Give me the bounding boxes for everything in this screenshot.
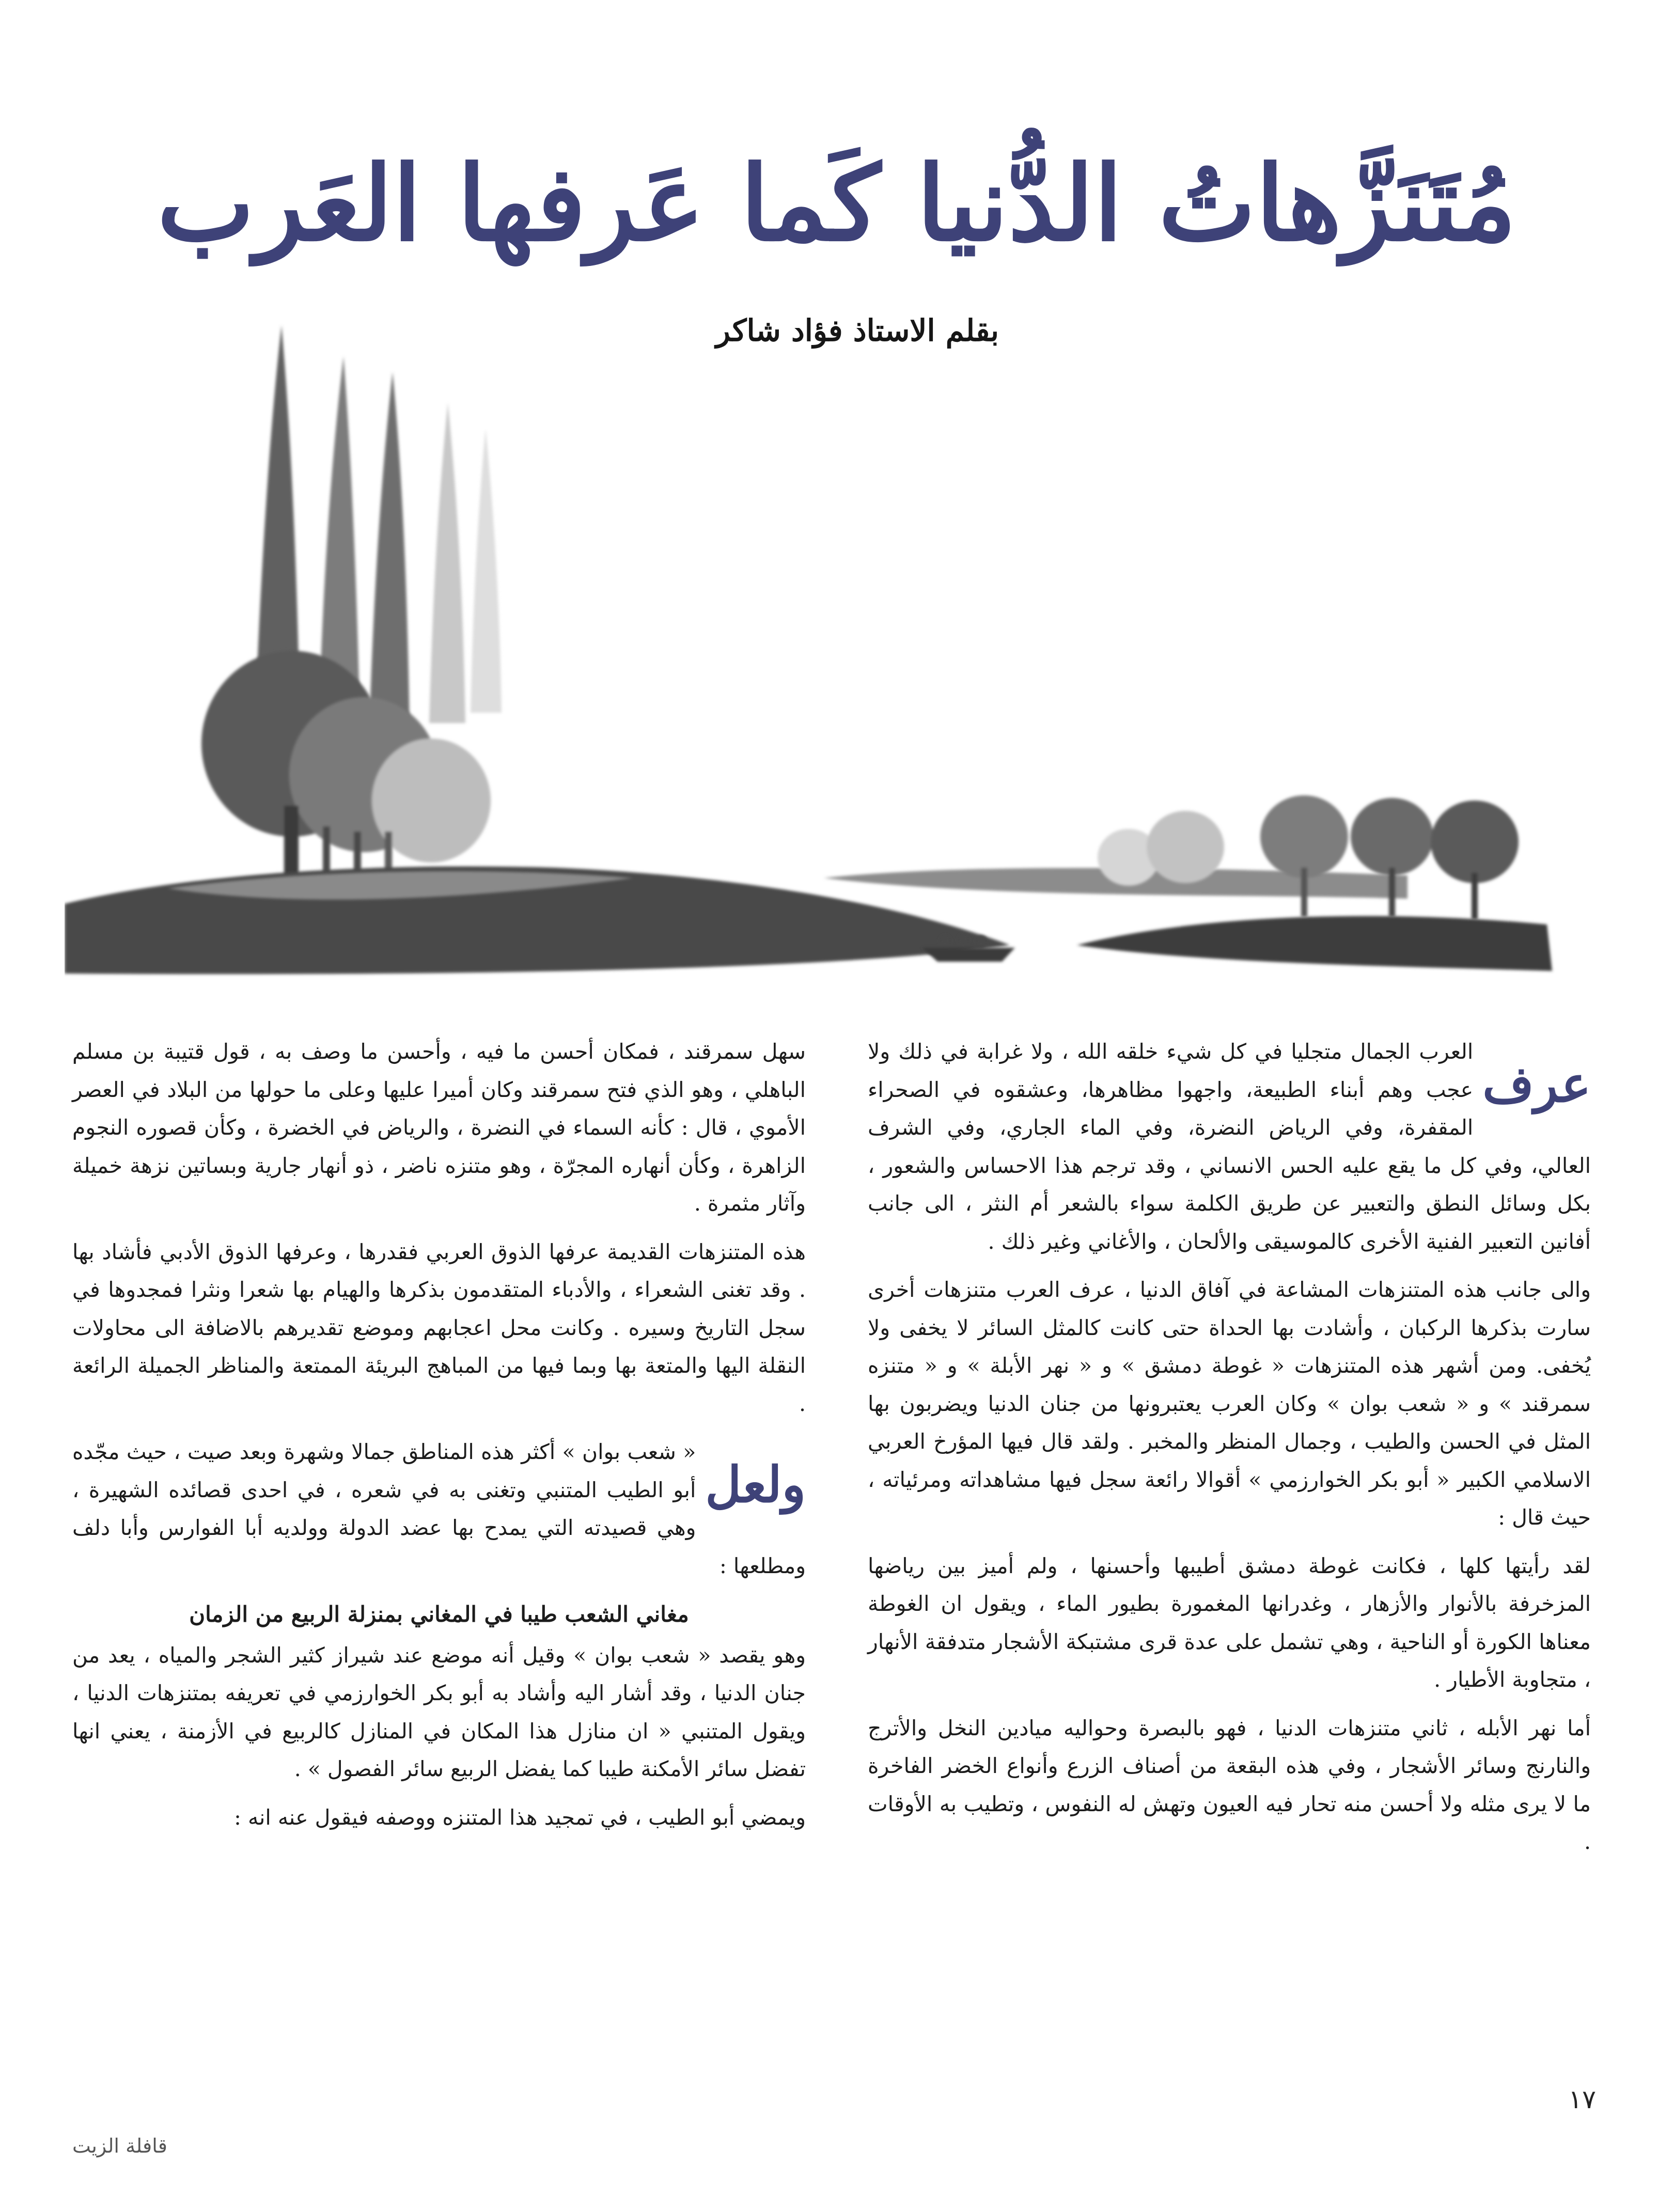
paragraph: هذه المتنزهات القديمة عرفها الذوق العربي فقدرها ، وعرفها الذوق الأدبي فأشاد بها . وقد تغنى الشعراء ، والأدباء المتقدمون بذكرها والهيام بها شعرا ونثرا فمجدوها في سجل التاريخ وسيره . وكانت محل اعجابهم وموضع تقديرهم بالاضافة الى محاولات النقلة اليها والمتعة بها وبما فيها من المباهج البريئة الممتعة والمناظر الجميلة الرائعة . xyxy=(72,1239,806,1416)
tree-group-right xyxy=(1098,795,1519,919)
dropcap-left: ولعل xyxy=(705,1455,806,1514)
byline: بقلم الاستاذ فؤاد شاكر xyxy=(715,313,999,348)
paragraph: سهل سمرقند ، فمكان أحسن ما فيه ، وأحسن ما وصف به ، قول قتيبة بن مسلم الباهلي ، وهو الذي فتح سمرقند وكان أميرا عليها وعلى ما حولها من البلاد في العصر الأموي ، قال : كأنه السماء في النضرة ، والرياض في الخضرة ، وكأن قصوره النجوم الزاهرة ، وكأن أنهاره المجرّة ، وهو متنزه ناضر ، ذو أنهار جارية وبساتين نزهة خميلة وآثار مثمرة . xyxy=(72,1039,806,1216)
island-right xyxy=(1077,916,1552,971)
paragraph: لقد رأيتها كلها ، فكانت غوطة دمشق أطيبها وأحسنها ، ولم أميز بين رياضها المزخرفة بالأنوار والأزهار ، وغدرانها المغمورة بطيور الماء ، ويقول ان الغوطة معناها الكورة أو الناحية ، وهي تشمل على عدة قرى مشتبكة الأشجار متدفقة الأنهار ، متجاوبة الأطيار . xyxy=(868,1553,1591,1692)
dropcap-right: عرف xyxy=(1482,1055,1591,1113)
paragraph: العرب الجمال متجليا في كل شيء خلقه الله ، ولا غرابة في ذلك ولا عجب وهم أبناء الطبيعة، واجهوا مظاهرها، وعشقوه في الصحراء المقفرة، وفي الرياض النضرة، وفي الماء الجاري، وفي الشرف العالي، وفي كل ما يقع عليه الحس الانساني ، وقد ترجم هذا الاحساس والشعور ، بكل وسائل النطق والتعبير عن طريق الكلمة سواء بالشعر أم النثر ، الى جانب أفانين التعبير الفنية الأخرى كالموسيقى والألحان ، والأغاني وغير ذلك . xyxy=(868,1039,1591,1254)
landscape-illustration xyxy=(65,310,1609,981)
article-column-left xyxy=(72,1033,806,1847)
paragraph: « شعب بوان » أكثر هذه المناطق جمالا وشهرة وبعد صيت ، حيث مجّده أبو الطيب المتنبي وتغنى به في شعره ، في احدى قصائده الشهيرة ، وهي قصيدته التي يمدح بها عضد الدولة وولديه أبا الفوارس وأبا دلف ومطلعها : xyxy=(72,1439,806,1578)
paragraph: والى جانب هذه المتنزهات المشاعة في آفاق الدنيا ، عرف العرب متنزهات أخرى سارت بذكرها الركبان ، وأشادت بها الحداة حتى كانت كالمثل السائر لا يخفى ولا يُخفى. ومن أشهر هذه المتنزهات « غوطة دمشق » و « نهر الأبلة » و « متنزه سمرقند » و « شعب بوان » وكان العرب يعتبرونها من جنان الدنيا ويضربون بها المثل في الحسن والطيب ، وجمال المنظر والمخبر . ولقد قال فيها المؤرخ العربي الاسلامي الكبير « أبو بكر الخوارزمي » أقوالا رائعة سجل فيها مشاهداته ومرئياته ، حيث قال : xyxy=(868,1277,1591,1530)
publication-name: قافلة الزيت xyxy=(72,2135,167,2157)
article-column-right xyxy=(868,1033,1591,1872)
poem-verse: مغاني الشعب طيبا في المغاني بمنزلة الربيع من الزمان xyxy=(189,1602,689,1627)
paragraph: أما نهر الأبله ، ثاني متنزهات الدنيا ، فهو بالبصرة وحواليه ميادين النخل والأترج والنارنج وسائر الأشجار ، وفي هذه البقعة من أصناف الزرع وأنواع الخضر الفاخرة ما لا يرى مثله ولا أحسن منه تحار فيه العيون وتهش له النفوس ، وتطيب به الأوقات . xyxy=(868,1715,1591,1854)
article-title: مُتَنَزَّهاتُ الدُّنيا كَما عَرفها العَرب xyxy=(157,143,1516,264)
paragraph: وهو يقصد « شعب بوان » وقيل أنه موضع عند شيراز كثير الشجر والمياه ، يعد من جنان الدنيا ، وقد أشار اليه وأشاد به أبو بكر الخوارزمي في تعريفه بمتنزهات الدنيا ، ويقول المتنبي « ان منازل هذا المكان في المنازل كالربيع في الأزمنة ، يعني انها تفضل سائر الأمكنة طيبا كما يفضل الربيع سائر الفصول » . xyxy=(72,1642,806,1781)
page-number: ١٧ xyxy=(1568,2084,1596,2114)
paragraph: ويمضي أبو الطيب ، في تمجيد هذا المتنزه ووصفه فيقول عنه انه : xyxy=(234,1805,806,1830)
